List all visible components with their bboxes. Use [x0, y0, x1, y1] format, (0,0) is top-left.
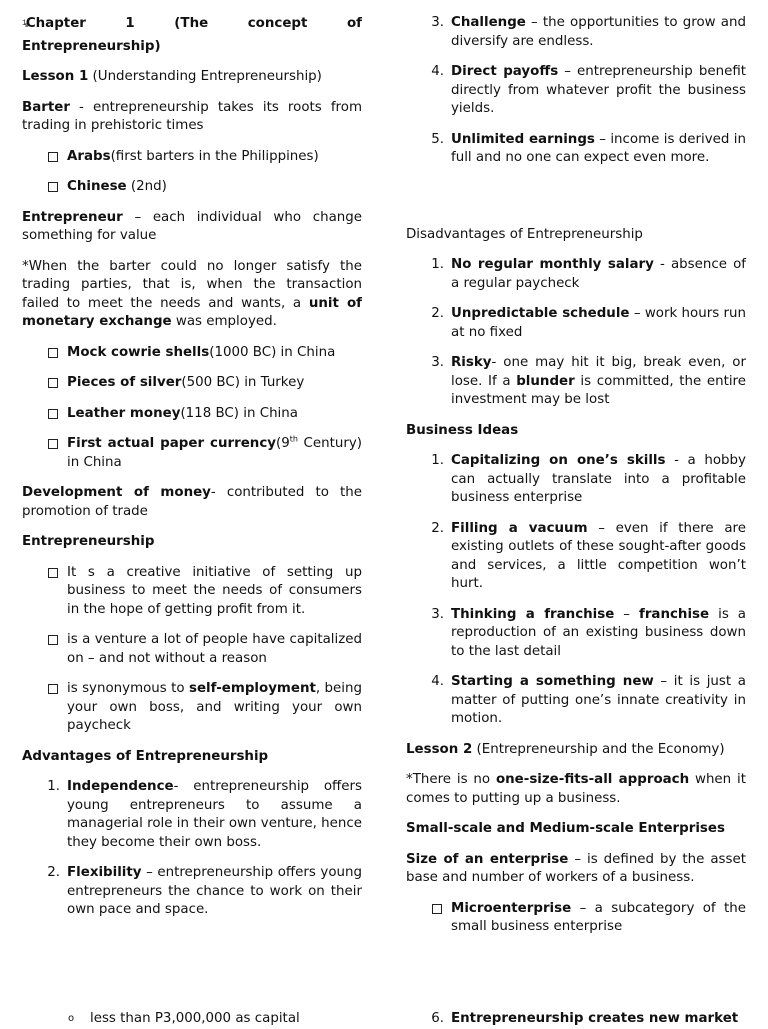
superscript: th	[289, 434, 298, 444]
term: Mock cowrie shells	[67, 344, 210, 360]
list-item	[22, 148, 362, 167]
list-item	[406, 606, 746, 662]
item-number: 1.	[47, 779, 60, 794]
advantages-list-bottom	[406, 1010, 746, 1029]
item-number: 3.	[431, 606, 444, 622]
list-item	[22, 374, 362, 393]
term: Microenterprise	[451, 900, 572, 916]
list-item	[22, 564, 362, 620]
circle-bullet-icon: o	[68, 1013, 75, 1024]
detail: (1000 BC) in China	[209, 344, 336, 360]
term: Independence	[67, 779, 174, 794]
term: Direct payoffs	[451, 64, 559, 79]
right-column	[406, 14, 746, 949]
advantages-heading	[22, 748, 362, 767]
chapter-title	[22, 14, 362, 34]
term: Challenge	[451, 15, 526, 30]
item-text: It s a creative initiative of setting up business to meet the needs of consumers in the hope of getting profit from it.	[67, 564, 362, 617]
definition: - contributed to the promotion of trade	[22, 485, 363, 519]
left-column	[22, 14, 362, 932]
garbled-text: 1̶̶̶̶̶̶͍̺͘ͅ	[22, 18, 26, 27]
list-item	[406, 305, 746, 342]
list-item	[22, 864, 362, 920]
term: No regular monthly salary	[451, 257, 654, 272]
term: Leather money	[67, 405, 181, 421]
term: Thinking a franchise	[451, 606, 615, 622]
item-number: 3.	[431, 355, 444, 370]
detail: – work hours run at no fixed	[451, 306, 746, 340]
advantages-list	[22, 778, 362, 920]
lesson-label: Lesson 1	[22, 69, 89, 84]
definition: – is defined by the asset base and number of workers of a business.	[406, 851, 746, 885]
heading-text: Disadvantages of Entrepreneurship	[406, 226, 643, 242]
term: self-employment	[189, 681, 316, 696]
detail: (118 BC) in China	[180, 405, 298, 421]
term: Chinese	[67, 179, 127, 194]
note-text: was employed.	[171, 314, 277, 329]
sme-heading	[406, 820, 746, 839]
term: Unlimited earnings	[451, 131, 595, 147]
enterprise-list	[406, 900, 746, 937]
list-item	[406, 452, 746, 508]
term: Starting a something new	[451, 674, 654, 689]
heading-text: Entrepreneurship	[22, 534, 155, 549]
disadvantages-list	[406, 256, 746, 410]
item-number: 1.	[431, 453, 444, 468]
term: Barter	[22, 99, 70, 115]
detail: – even if there are existing outlets of these sought-after goods and services, a little competition won’t hurt.	[451, 520, 746, 591]
lesson-title: (Entrepreneurship and the Economy)	[472, 741, 725, 757]
item-text: is a venture a lot of people have capitalized on – and not without a reason	[67, 632, 362, 666]
term: Filling a vacuum	[451, 520, 588, 536]
term: Entrepreneur	[22, 209, 123, 225]
capital-list	[22, 1010, 362, 1029]
term: Entrepreneurship creates new market	[451, 1011, 739, 1026]
detail: (first barters in the Philippines)	[110, 148, 319, 164]
list-item	[22, 344, 362, 363]
lesson-title: (Understanding Entrepreneurship)	[92, 69, 322, 84]
item-number: 2.	[431, 520, 444, 536]
list-item	[406, 520, 746, 594]
list-item	[406, 1010, 746, 1029]
chapter-title-text: Chapter 1 (The concept of	[25, 16, 362, 31]
note-text: *There is no	[406, 772, 496, 787]
term: franchise	[639, 606, 710, 622]
term: blunder	[516, 373, 575, 389]
heading-text: Small-scale and Medium-scale Enterprises	[406, 821, 725, 836]
item-number: 5.	[431, 131, 444, 147]
detail: (9	[276, 436, 290, 451]
advantages-list-cont	[406, 14, 746, 168]
item-number: 4.	[431, 674, 444, 689]
detail: –	[614, 606, 639, 622]
item-number: 2.	[431, 306, 444, 321]
detail: - one may hit it big, break even, or lose. If a	[451, 355, 746, 389]
detail: (2nd)	[126, 179, 167, 194]
list-item	[22, 631, 362, 668]
item-number: 1.	[431, 257, 444, 272]
list-item	[22, 405, 362, 424]
heading-text: Business Ideas	[406, 422, 519, 438]
detail: – a subcategory of the small business enterprise	[451, 900, 746, 934]
list-item	[22, 435, 362, 472]
definition: - entrepreneurship takes its roots from trading in prehistoric times	[22, 99, 362, 133]
item-number: 3.	[431, 15, 444, 30]
detail: – entrepreneurship benefit directly from whatever profit the business yields.	[451, 64, 746, 116]
detail: - entrepreneurship offers young entrepreneurs to assume a managerial role in their own venture, hence they become their own boss.	[67, 779, 362, 850]
list-item	[22, 680, 362, 736]
list-item	[22, 178, 362, 197]
heading-text: Advantages of Entrepreneurship	[22, 748, 269, 764]
item-number: 6.	[431, 1011, 444, 1026]
term: Flexibility	[67, 865, 142, 880]
business-ideas-list	[406, 452, 746, 729]
detail: – income is derived in full and no one can expect even more.	[451, 131, 746, 165]
list-item	[406, 673, 746, 729]
item-text: , being your own boss, and writing your own paycheck	[67, 681, 362, 733]
list-item	[406, 256, 746, 293]
barters-list	[22, 148, 362, 197]
lesson-label: Lesson 2	[406, 741, 473, 757]
business-ideas-heading	[406, 422, 746, 441]
size-definition	[406, 851, 746, 888]
detail: – the opportunities to grow and diversify are endless.	[451, 15, 746, 49]
entrepreneurship-list	[22, 564, 362, 736]
detail: (500 BC) in Turkey	[181, 375, 305, 390]
item-text: is synonymous to	[67, 681, 189, 696]
term: Arabs	[67, 148, 111, 164]
list-item	[22, 778, 362, 852]
lesson-1-heading	[22, 68, 362, 87]
term: Capitalizing on one’s skills	[451, 453, 666, 468]
note-text: *When the barter could no longer satisfy the trading parties, that is, when the transaction failed to meet the needs and wants, a	[22, 258, 362, 311]
detail: Century) in China	[67, 436, 362, 470]
item-number: 4.	[431, 64, 444, 79]
detail: – entrepreneurship offers young entrepreneurs the chance to work on their own pace and space.	[67, 865, 362, 917]
note-text: when it comes to putting up a business.	[406, 772, 746, 806]
list-item	[406, 131, 746, 168]
chapter-title-cont	[22, 38, 362, 57]
list-item	[406, 354, 746, 410]
detail: - a hobby can actually translate into a profitable business enterprise	[451, 453, 746, 505]
term: unit of monetary exchange	[22, 295, 362, 329]
entrepreneur-definition	[22, 209, 362, 246]
item-text: less than P3,000,000 as capital	[90, 1011, 300, 1026]
term: Risky	[451, 355, 492, 370]
lesson-2-heading	[406, 741, 746, 760]
definition: – each individual who change something for value	[22, 209, 362, 243]
detail: - absence of a regular paycheck	[451, 257, 746, 291]
list-item	[406, 14, 746, 51]
currencies-list	[22, 344, 362, 473]
term: Pieces of silver	[67, 375, 182, 390]
entrepreneurship-heading	[22, 533, 362, 552]
barter-definition	[22, 99, 362, 136]
term: Unpredictable schedule	[451, 306, 630, 321]
list-item	[406, 63, 746, 119]
detail: is a reproduction of an existing business down to the last detail	[451, 606, 746, 659]
detail: is committed, the entire investment may be lost	[451, 373, 746, 407]
disadvantages-heading	[406, 226, 746, 245]
chapter-title-cont-text: Entrepreneurship)	[22, 38, 161, 54]
term: Size of an enterprise	[406, 851, 569, 867]
term: First actual paper currency	[67, 436, 276, 451]
detail: – it is just a matter of putting one’s innate creativity in motion.	[451, 674, 746, 726]
item-number: 2.	[47, 865, 60, 880]
approach-note	[406, 771, 746, 808]
development-definition	[22, 484, 362, 521]
term: Development of money	[22, 485, 211, 500]
list-item	[22, 1010, 362, 1029]
term: one-size-fits-all approach	[495, 772, 690, 787]
list-item	[406, 900, 746, 937]
barter-note	[22, 258, 362, 332]
